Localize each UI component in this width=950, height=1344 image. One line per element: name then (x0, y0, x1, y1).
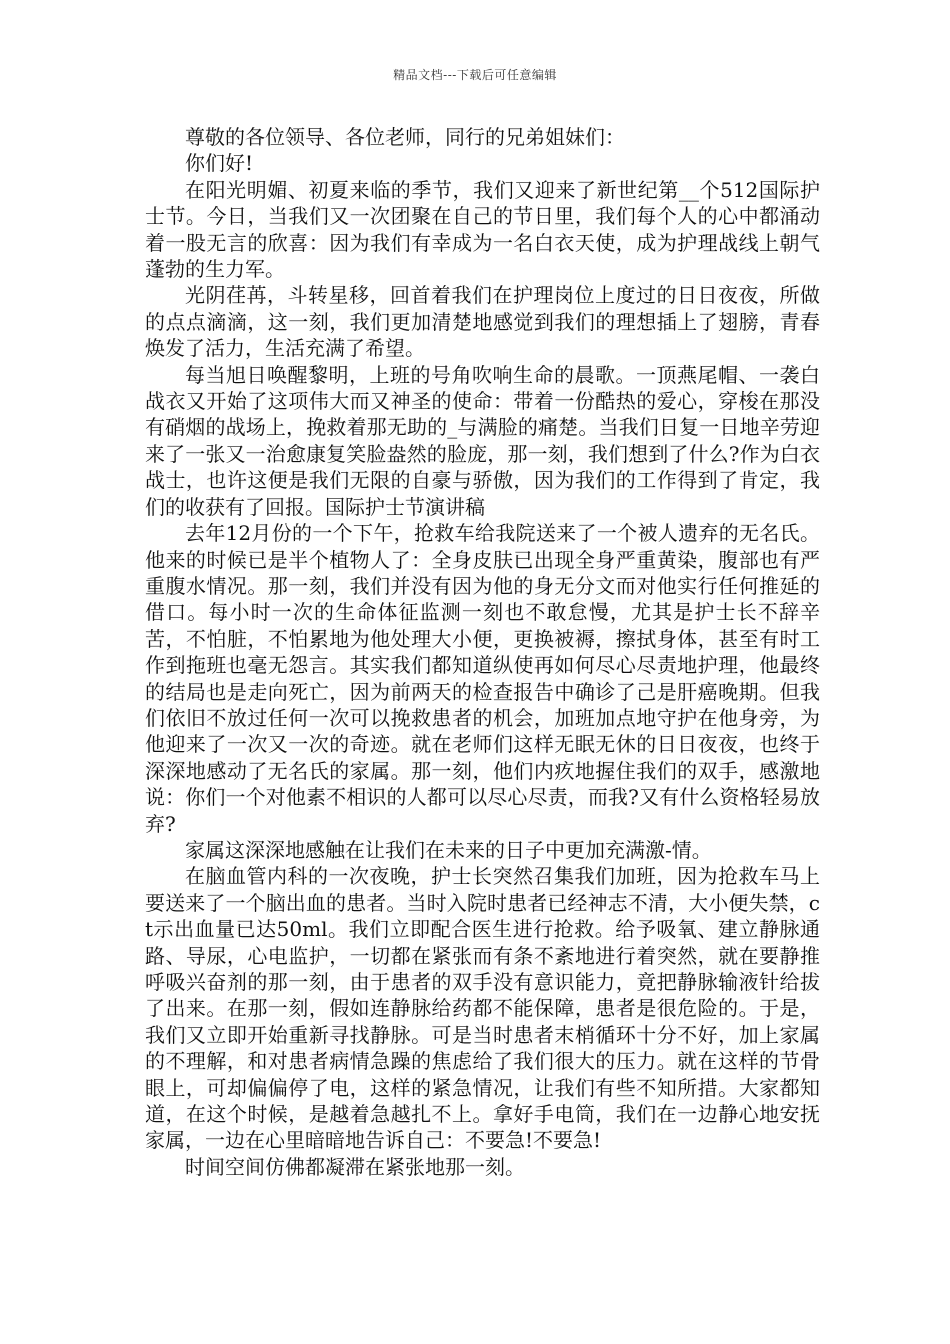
paragraph: 每当旭日唤醒黎明，上班的号角吹响生命的晨歌。一顶燕尾帽、一袭白战衣又开始了这项伟大而又神圣的使命：带着一份酷热的爱心，穿梭在那没有硝烟的战场上，挽救着那无助的_与满脸的痛楚。当我们日复一日地辛劳迎来了一张又一治愈康复笑脸盎然的脸庞，那一刻，我们想到了什么?作为白衣战士，也许这便是我们无限的自豪与骄傲，因为我们的工作得到了肯定，我们的收获有了回报。国际护士节演讲稿 (145, 362, 820, 519)
paragraph: 在脑血管内科的一次夜晚，护士长突然召集我们加班，因为抢救车马上要送来了一个脑出血的患者。当时入院时患者已经神志不清，大小便失禁，ct示出血量已达50ml。我们立即配合医生进行抢救。给予吸氧、建立静脉通路、导尿，心电监护，一切都在紧张而有条不紊地进行着突然，就在要静推呼吸兴奋剂的那一刻，由于患者的双手没有意识能力，竟把静脉输液针给拔了出来。在那一刻，假如连静脉给药都不能保障，患者是很危险的。于是，我们又立即开始重新寻找静脉。可是当时患者末梢循环十分不好，加上家属的不理解，和对患者病情急躁的焦虑给了我们很大的压力。就在这样的节骨眼上，可却偏偏停了电，这样的紧急情况，让我们有些不知所措。大家都知道，在这个时候，是越着急越扎不上。拿好手电筒，我们在一边静心地安抚家属，一边在心里暗暗地告诉自己：不要急!不要急! (145, 864, 820, 1153)
paragraph-salutation: 尊敬的各位领导、各位老师，同行的兄弟姐妹们： (185, 125, 625, 149)
paragraph: 时间空间仿佛都凝滞在紧张地那一刻。 (185, 1154, 525, 1179)
paragraph: 去年12月份的一个下午，抢救车给我院送来了一个被人遗弃的无名氏。他来的时候已是半个植物人了：全身皮肤已出现全身严重黄染，腹部也有严重腹水情况。那一刻，我们并没有因为他的身无分文而对他实行任何推延的借口。每小时一次的生命体征监测一刻也不敢怠慢，尤其是护士长不辞辛苦，不怕脏，不怕累地为他处理大小便，更换被褥，擦拭身体，甚至有时工作到拖班也毫无怨言。其实我们都知道纵使再如何尽心尽责地护理，他最终的结局也是走向死亡，因为前两天的检查报告中确诊了己是肝癌晚期。但我们依旧不放过任何一次可以挽救患者的机会，加班加点地守护在他身旁，为他迎来了一次又一次的奇迹。就在老师们这样无眠无休的日日夜夜，也终于深深地感动了无名氏的家属。那一刻，他们内疚地握住我们的双手，感激地说：你们一个对他素不相识的人都可以尽心尽责，而我?又有什么资格轻易放弃? (145, 521, 820, 836)
document-body (145, 124, 820, 1180)
paragraph: 在阳光明媚、初夏来临的季节，我们又迎来了新世纪第__个512国际护士节。今日，当我们又一次团聚在自己的节日里，我们每个人的心中都涌动着一股无言的欣喜：因为我们有幸成为一名白衣天使，成为护理战线上朝气蓬勃的生力军。 (145, 177, 820, 282)
paragraph: 光阴荏苒，斗转星移，回首着我们在护理岗位上度过的日日夜夜，所做的点点滴滴，这一刻，我们更加清楚地感觉到我们的理想插上了翅膀，青春焕发了活力，生活充满了希望。 (145, 283, 820, 361)
page-header: 精品文档---下载后可任意编辑 (393, 68, 557, 82)
paragraph: 家属这深深地感触在让我们在未来的日子中更加充满激-情。 (185, 837, 712, 862)
paragraph-greeting: 你们好! (185, 151, 254, 176)
